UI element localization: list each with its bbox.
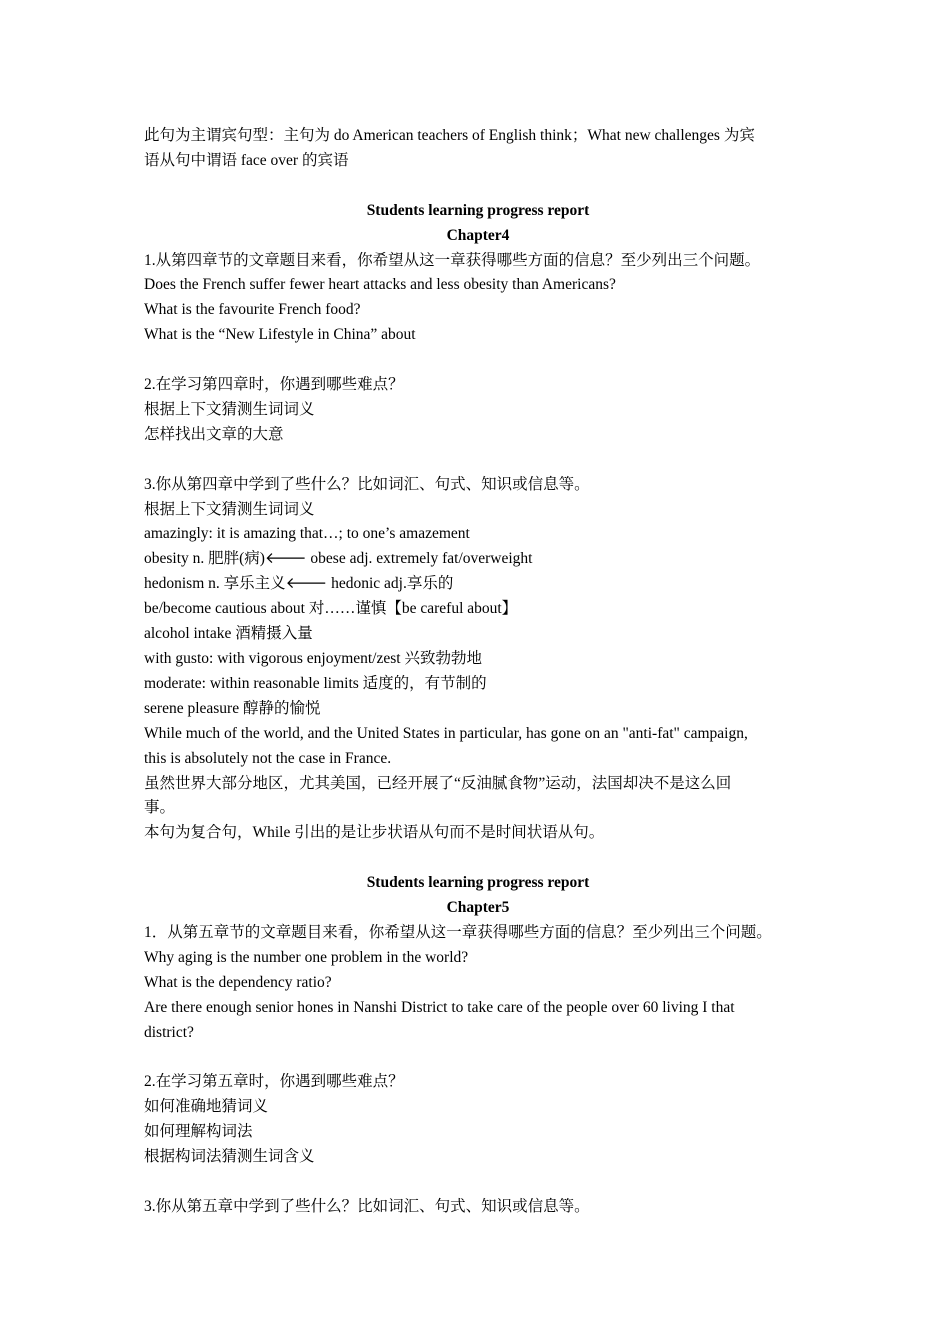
list-item: alcohol intake 酒精摄入量 bbox=[144, 625, 313, 643]
list-item: 如何准确地猜词义 bbox=[144, 1098, 269, 1116]
list-item: amazingly: it is amazing that…; to one’s amazement bbox=[144, 525, 470, 543]
chapter4-question-2: 2.在学习第四章时，你遇到哪些难点？ bbox=[144, 376, 404, 394]
list-item: 根据构词法猜测生词含义 bbox=[144, 1148, 315, 1166]
intro-line-2: 语从句中谓语 face over 的宾语 bbox=[144, 151, 349, 169]
chapter4-analysis: 本句为复合句，While 引出的是让步状语从句而不是时间状语从句。 bbox=[144, 824, 605, 842]
spacer bbox=[144, 348, 812, 373]
document-page bbox=[144, 124, 812, 1220]
spacer bbox=[144, 1170, 812, 1195]
chapter5-report-title: Students learning progress report bbox=[366, 874, 590, 892]
list-item: be/become cautious about 对……谨慎【be careful about】 bbox=[144, 600, 518, 618]
chapter5-question-2: 2.在学习第五章时，你遇到哪些难点？ bbox=[144, 1073, 404, 1091]
chapter5-question-3: 3.你从第五章中学到了些什么？比如词汇、句式、知识或信息等。 bbox=[144, 1197, 590, 1215]
list-item: hedonism n. 享乐主义🡐 hedonic adj.享乐的 bbox=[144, 575, 454, 593]
list-item: 根据上下文猜测生词词义 bbox=[144, 400, 315, 418]
chapter4-sentence-en-1: While much of the world, and the United States in particular, has gone on an "anti-fat" campaign, bbox=[144, 724, 748, 742]
list-item: Does the French suffer fewer heart attacks and less obesity than Americans? bbox=[144, 276, 616, 294]
chapter4-sentence-en-2: this is absolutely not the case in France. bbox=[144, 749, 392, 767]
list-item: What is the favourite French food? bbox=[144, 301, 361, 319]
chapter4-question-3: 3.你从第四章中学到了些什么？比如词汇、句式、知识或信息等。 bbox=[144, 475, 590, 493]
list-item: district? bbox=[144, 1023, 194, 1041]
list-item: Are there enough senior hones in Nanshi District to take care of the people over 60 living I that bbox=[144, 998, 735, 1016]
spacer bbox=[144, 174, 812, 199]
list-item: What is the “New Lifestyle in China” about bbox=[144, 326, 416, 344]
list-item: What is the dependency ratio? bbox=[144, 973, 332, 991]
list-item: serene pleasure 醇静的愉悦 bbox=[144, 699, 321, 717]
chapter4-sentence-zh-2: 事。 bbox=[144, 799, 176, 817]
list-item: 根据上下文猜测生词词义 bbox=[144, 500, 315, 518]
list-item: 如何理解构词法 bbox=[144, 1123, 253, 1141]
chapter4-question-1: 1.从第四章节的文章题目来看，你希望从这一章获得哪些方面的信息？至少列出三个问题。 bbox=[144, 251, 761, 269]
spacer bbox=[144, 1045, 812, 1070]
list-item: Why aging is the number one problem in the world? bbox=[144, 948, 469, 966]
list-item: with gusto: with vigorous enjoyment/zest 兴致勃勃地 bbox=[144, 649, 482, 667]
chapter5-title: Chapter5 bbox=[446, 899, 510, 917]
chapter5-question-1: 1．从第五章节的文章题目来看，你希望从这一章获得哪些方面的信息？至少列出三个问题。 bbox=[144, 923, 772, 941]
list-item: moderate: within reasonable limits 适度的，有节制的 bbox=[144, 674, 487, 692]
chapter4-sentence-zh-1: 虽然世界大部分地区，尤其美国，已经开展了“反油腻食物”运动，法国却决不是这么回 bbox=[144, 774, 732, 792]
chapter4-report-title: Students learning progress report bbox=[366, 201, 590, 219]
list-item: 怎样找出文章的大意 bbox=[144, 425, 284, 443]
spacer bbox=[144, 846, 812, 871]
intro-line-1: 此句为主谓宾句型：主句为 do American teachers of English think；What new challenges 为宾 bbox=[144, 127, 755, 144]
list-item: obesity n. 肥胖(病)🡐 obese adj. extremely fat/overweight bbox=[144, 550, 533, 568]
spacer bbox=[144, 448, 812, 473]
chapter4-title: Chapter4 bbox=[446, 226, 510, 244]
